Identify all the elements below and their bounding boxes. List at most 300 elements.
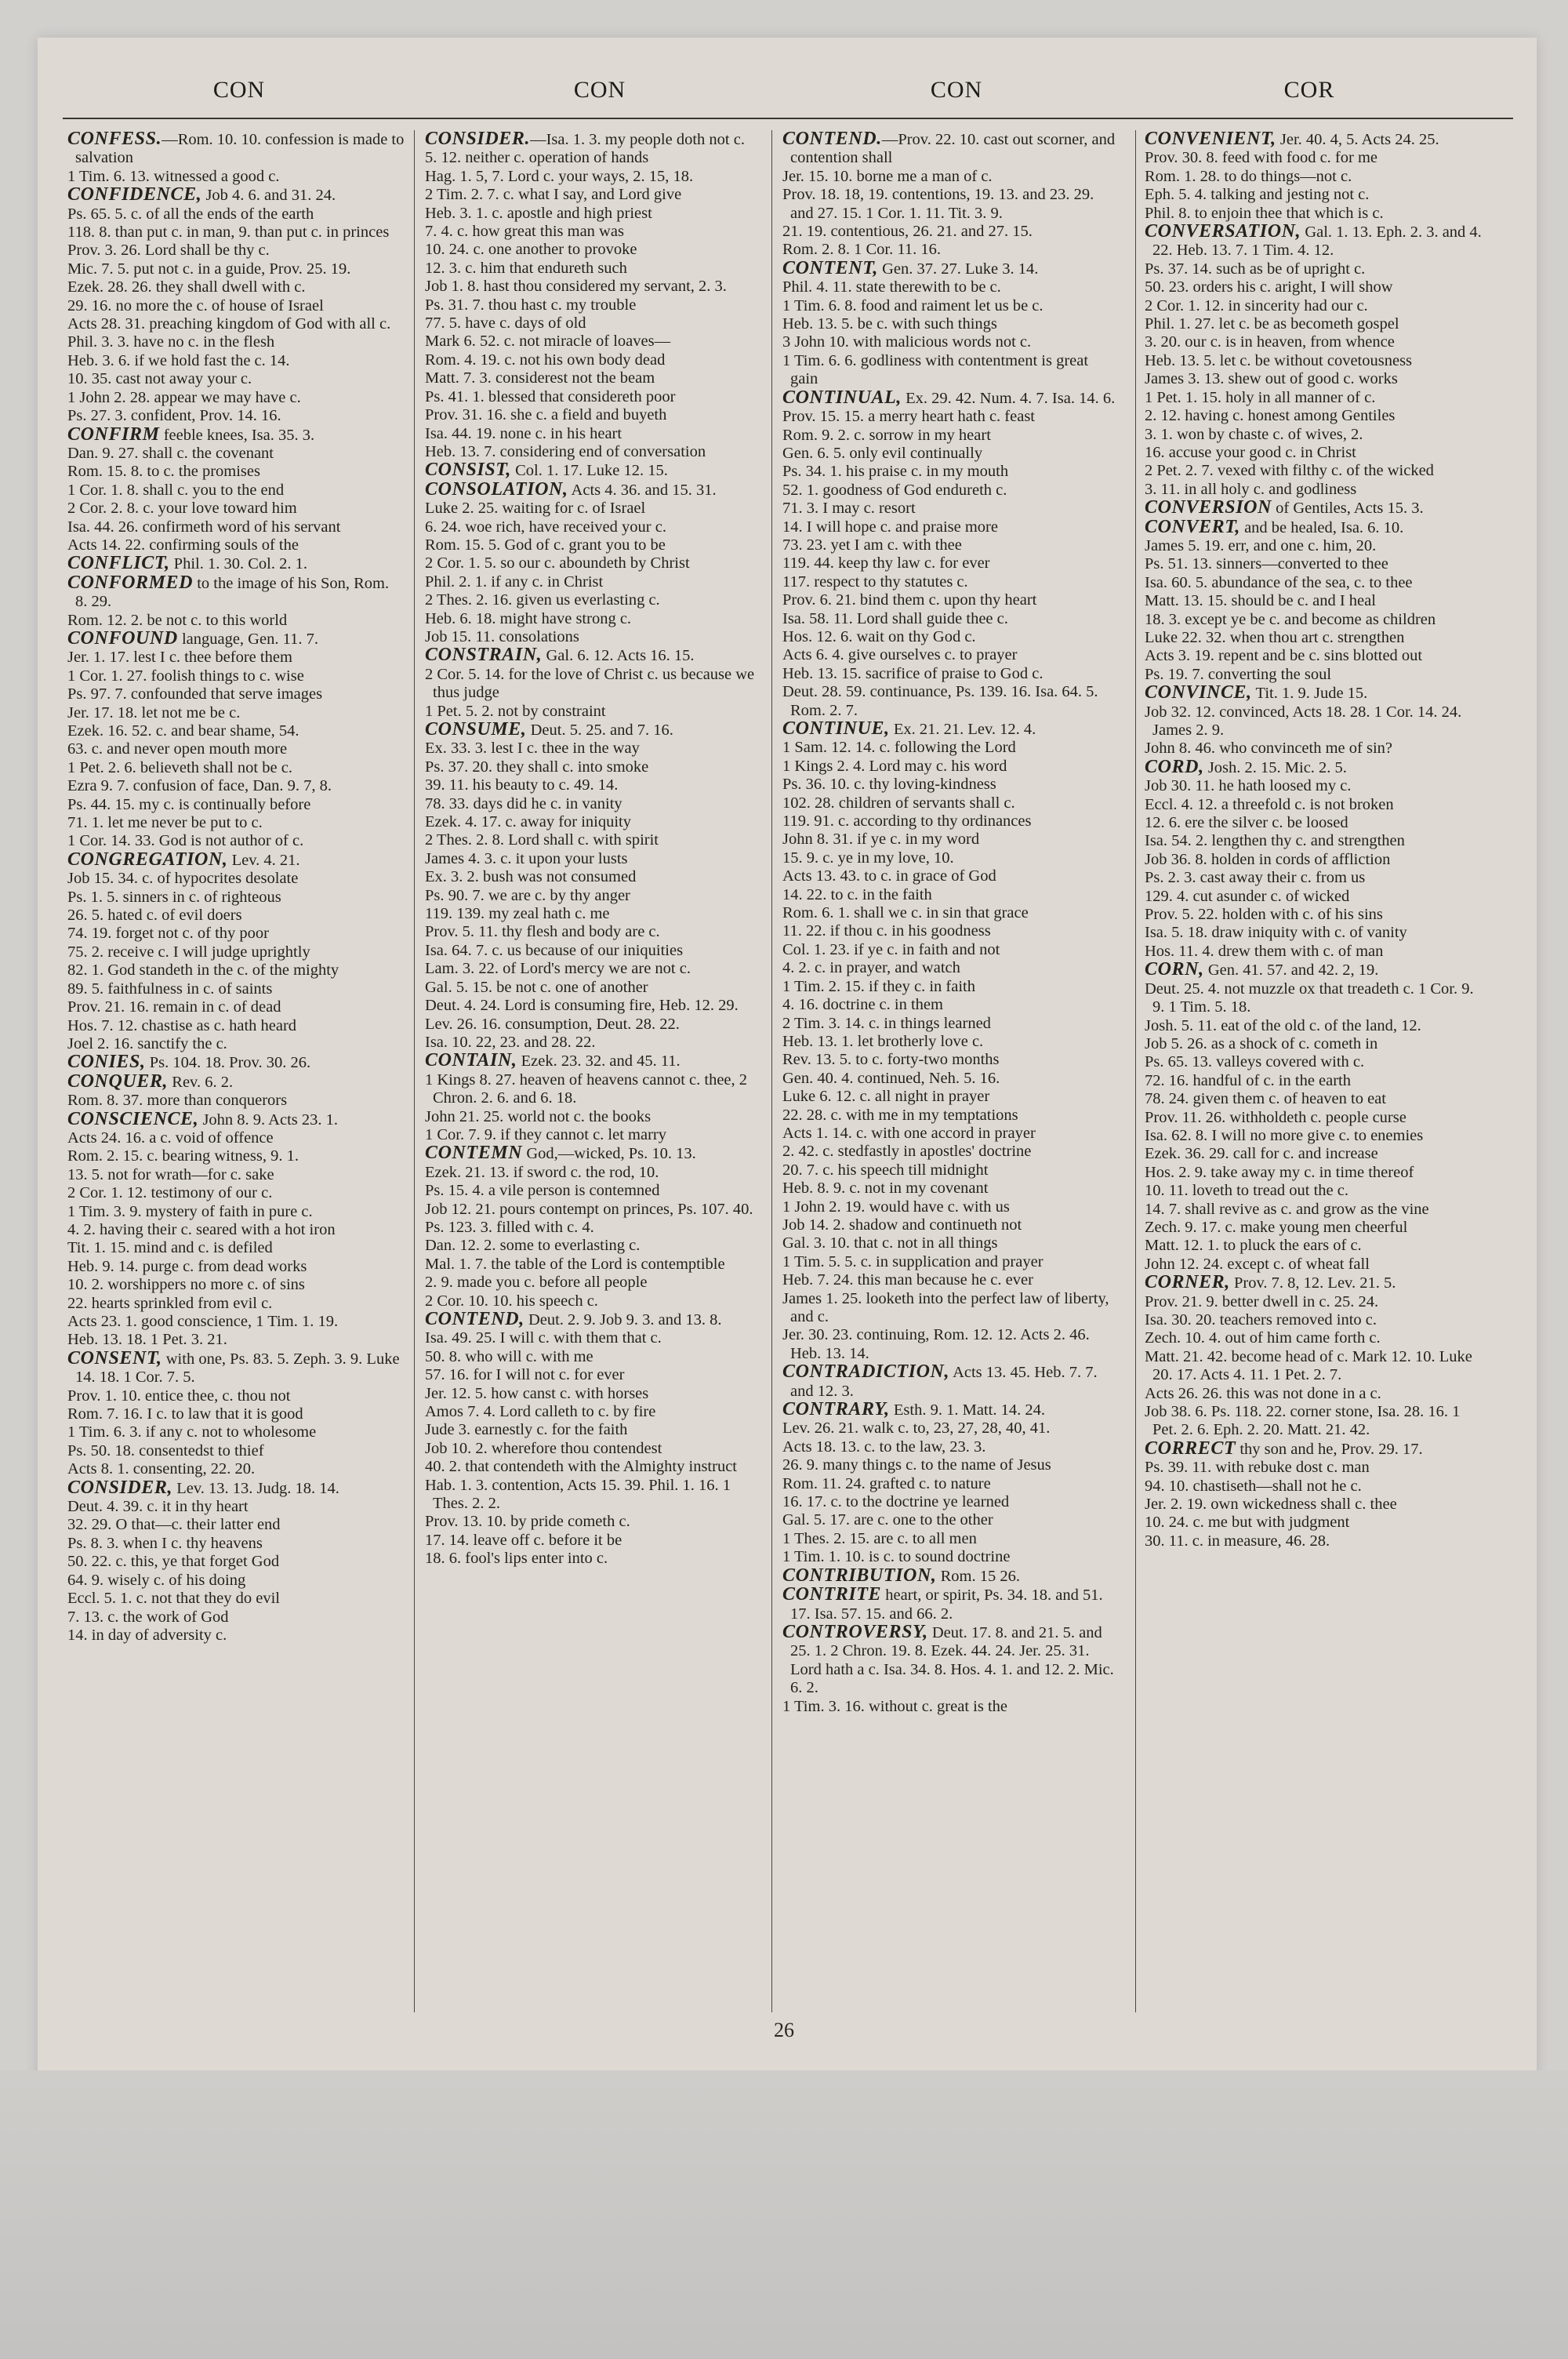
concordance-entry bbox=[425, 241, 762, 259]
concordance-entry bbox=[1145, 444, 1482, 462]
headword-entry bbox=[67, 627, 405, 649]
concordance-entry bbox=[425, 369, 762, 387]
headword: CONSIDER, bbox=[67, 1477, 173, 1498]
entry-text: Isa. 44. 19. none c. in his heart bbox=[425, 424, 622, 442]
column-4 bbox=[1145, 130, 1482, 2020]
entry-text: Heb. 6. 18. might have strong c. bbox=[425, 609, 632, 627]
entry-text: Acts 6. 4. give ourselves c. to prayer bbox=[782, 646, 1018, 664]
entry-text: Esth. 9. 1. Matt. 14. 24. bbox=[889, 1401, 1045, 1419]
concordance-entry bbox=[425, 1403, 762, 1421]
headword: CONTENT, bbox=[782, 257, 878, 278]
concordance-entry bbox=[425, 887, 762, 905]
entry-text: Mal. 1. 7. the table of the Lord is contemptible bbox=[425, 1255, 725, 1273]
entry-text: Matt. 7. 3. considerest not the beam bbox=[425, 369, 655, 387]
concordance-entry bbox=[425, 850, 762, 868]
headword: CORN, bbox=[1145, 959, 1204, 980]
concordance-entry bbox=[1145, 1329, 1482, 1347]
concordance-entry bbox=[67, 925, 405, 943]
entry-text: 3 John 10. with malicious words not c. bbox=[782, 333, 1032, 351]
entry-text: Ps. 123. 3. filled with c. 4. bbox=[425, 1218, 594, 1236]
concordance-entry bbox=[1145, 888, 1482, 906]
entry-text: 14. 7. shall revive as c. and grow as the vine bbox=[1145, 1200, 1429, 1218]
concordance-entry bbox=[782, 333, 1120, 351]
concordance-entry bbox=[67, 740, 405, 758]
concordance-entry bbox=[1145, 796, 1482, 814]
concordance-entry bbox=[67, 667, 405, 685]
entry-text: Gal. 5. 15. be not c. one of another bbox=[425, 978, 648, 996]
entry-text: Acts 24. 16. a c. void of offence bbox=[67, 1129, 274, 1147]
concordance-entry bbox=[67, 1221, 405, 1239]
entry-text: Isa. 30. 20. teachers removed into c. bbox=[1145, 1311, 1377, 1329]
concordance-entry bbox=[67, 961, 405, 980]
column-divider bbox=[1135, 130, 1136, 2012]
concordance-entry bbox=[425, 1201, 762, 1219]
concordance-entry bbox=[425, 795, 762, 813]
headword-entry bbox=[782, 1363, 1120, 1401]
concordance-entry bbox=[425, 260, 762, 278]
entry-text: Ezek. 4. 17. c. away for iniquity bbox=[425, 813, 632, 831]
entry-text: feeble knees, Isa. 35. 3. bbox=[159, 426, 315, 444]
entry-text: 1 Pet. 5. 2. not by constraint bbox=[425, 702, 606, 720]
concordance-entry bbox=[782, 996, 1120, 1014]
concordance-entry bbox=[782, 278, 1120, 296]
entry-text: Dan. 12. 2. some to everlasting c. bbox=[425, 1237, 641, 1255]
concordance-entry bbox=[782, 1548, 1120, 1566]
concordance-entry bbox=[1145, 1090, 1482, 1108]
concordance-entry bbox=[782, 1033, 1120, 1051]
entry-text: 4. 2. c. in prayer, and watch bbox=[782, 959, 960, 977]
entry-text: Job 12. 21. pours contempt on princes, Ps. 107. 40. bbox=[425, 1200, 753, 1218]
concordance-entry bbox=[1145, 1164, 1482, 1182]
concordance-entry bbox=[1145, 1145, 1482, 1163]
headword: CONSENT, bbox=[67, 1347, 162, 1369]
entry-text: 1 Cor. 1. 8. shall c. you to the end bbox=[67, 481, 285, 499]
concordance-entry bbox=[425, 1071, 762, 1108]
headword-entry bbox=[782, 389, 1120, 408]
concordance-entry bbox=[1145, 1072, 1482, 1090]
entry-text: 6. 24. woe rich, have received your c. bbox=[425, 518, 666, 536]
headword: CONVINCE, bbox=[1145, 682, 1252, 703]
entry-text: 21. 19. contentious, 26. 21. and 27. 15. bbox=[782, 223, 1033, 241]
concordance-entry bbox=[425, 831, 762, 849]
headword: CONSUME, bbox=[425, 719, 527, 740]
entry-text: Rom. 15. 5. God of c. grant you to be bbox=[425, 536, 666, 554]
concordance-entry bbox=[782, 1438, 1120, 1456]
entry-text: Ps. 1. 5. sinners in c. of righteous bbox=[67, 888, 281, 906]
concordance-entry bbox=[425, 979, 762, 997]
entry-text: 1 John 2. 19. would have c. with us bbox=[782, 1198, 1010, 1216]
entry-text: 63. c. and never open mouth more bbox=[67, 740, 288, 758]
entry-text: Mark 6. 52. c. not miracle of loaves— bbox=[425, 333, 671, 351]
concordance-entry bbox=[1145, 647, 1482, 665]
entry-text: 3. 20. our c. is in heaven, from whence bbox=[1145, 333, 1395, 351]
concordance-entry bbox=[782, 1088, 1120, 1106]
entry-text: Rom. 6. 1. shall we c. in sin that grace bbox=[782, 904, 1029, 922]
entry-text: Deut. 25. 4. not muzzle ox that treadeth c. 1 Cor. 9. 9. 1 Tim. 5. 18. bbox=[1145, 980, 1474, 1016]
concordance-entry bbox=[425, 149, 762, 167]
entry-text: Rom. 11. 24. grafted c. to nature bbox=[782, 1474, 991, 1492]
concordance-entry bbox=[1145, 1459, 1482, 1477]
entry-text: 3. 11. in all holy c. and godliness bbox=[1145, 480, 1357, 498]
concordance-entry bbox=[782, 554, 1120, 572]
concordance-entry bbox=[782, 1456, 1120, 1474]
entry-text: Isa. 60. 5. abundance of the sea, c. to thee bbox=[1145, 573, 1413, 591]
headword: CONTINUE, bbox=[782, 718, 890, 739]
concordance-entry bbox=[782, 904, 1120, 922]
concordance-entry bbox=[425, 314, 762, 333]
concordance-entry bbox=[425, 1550, 762, 1568]
entry-text: Josh. 5. 11. eat of the old c. of the land, 12. bbox=[1145, 1016, 1421, 1034]
concordance-entry bbox=[67, 685, 405, 703]
concordance-entry bbox=[782, 315, 1120, 333]
concordance-entry bbox=[67, 1092, 405, 1110]
concordance-entry bbox=[425, 1513, 762, 1531]
headword: CONFIDENCE, bbox=[67, 184, 202, 205]
concordance-entry bbox=[425, 1219, 762, 1237]
concordance-entry bbox=[67, 482, 405, 500]
concordance-entry bbox=[67, 445, 405, 463]
entry-text: 16. accuse your good c. in Christ bbox=[1145, 443, 1356, 461]
entry-text: Prov. 7. 8, 12. Lev. 21. 5. bbox=[1229, 1274, 1396, 1292]
concordance-entry bbox=[67, 870, 405, 888]
concordance-entry bbox=[67, 536, 405, 554]
entry-text: Isa. 10. 22, 23. and 28. 22. bbox=[425, 1033, 596, 1051]
concordance-entry bbox=[782, 223, 1120, 241]
entry-text: 18. 6. fool's lips enter into c. bbox=[425, 1550, 608, 1568]
entry-text: Job 1. 8. hast thou considered my servant, 2. 3. bbox=[425, 278, 727, 296]
headword: CONGREGATION, bbox=[67, 849, 228, 870]
concordance-entry bbox=[1145, 924, 1482, 942]
entry-text: Ps. 90. 7. we are c. by thy anger bbox=[425, 886, 630, 904]
concordance-entry bbox=[782, 1511, 1120, 1529]
entry-text: Ps. 51. 13. sinners—converted to thee bbox=[1145, 555, 1388, 573]
entry-text: 2 Cor. 2. 8. c. your love toward him bbox=[67, 500, 297, 518]
concordance-entry bbox=[1145, 943, 1482, 961]
concordance-entry bbox=[782, 683, 1120, 720]
entry-text: 102. 28. children of servants shall c. bbox=[782, 794, 1015, 812]
concordance-entry bbox=[67, 1553, 405, 1571]
entry-text: 57. 16. for I will not c. for ever bbox=[425, 1366, 625, 1384]
entry-text: 12. 3. c. him that endureth such bbox=[425, 259, 627, 277]
concordance-entry bbox=[1145, 370, 1482, 388]
entry-text: 50. 23. orders his c. aright, I will show bbox=[1145, 278, 1393, 296]
headword: CONTEND, bbox=[425, 1309, 524, 1329]
concordance-entry bbox=[425, 610, 762, 628]
entry-text: 32. 29. O that—c. their latter end bbox=[67, 1516, 281, 1534]
entry-text: Luke 22. 32. when thou art c. strengthen bbox=[1145, 628, 1405, 646]
concordance-entry bbox=[1145, 426, 1482, 444]
entry-text: —Prov. 22. 10. cast out scorner, and contention shall bbox=[790, 131, 1116, 167]
entry-text: Heb. 13. 5. let c. be without covetousness bbox=[1145, 351, 1413, 369]
entry-text: Zech. 10. 4. out of him came forth c. bbox=[1145, 1329, 1381, 1347]
entry-text: James 1. 25. looketh into the perfect law of liberty, and c. bbox=[782, 1289, 1109, 1325]
concordance-entry bbox=[67, 1535, 405, 1553]
entry-text: Isa. 49. 25. I will c. with them that c. bbox=[425, 1329, 662, 1347]
concordance-entry bbox=[425, 168, 762, 186]
concordance-entry bbox=[1145, 407, 1482, 425]
entry-text: Ezek. 28. 26. they shall dwell with c. bbox=[67, 278, 306, 296]
entry-text: Ps. 31. 7. thou hast c. my trouble bbox=[425, 296, 637, 314]
headword: CONIES, bbox=[67, 1052, 146, 1073]
headword-entry bbox=[1145, 684, 1482, 703]
entry-text: Ps. 65. 5. c. of all the ends of the earth bbox=[67, 205, 314, 223]
concordance-entry bbox=[782, 408, 1120, 426]
entry-text: Ps. 19. 7. converting the soul bbox=[1145, 665, 1332, 683]
entry-text: heart, or spirit, Ps. 34. 18. and 51. 17. Isa. 57. 15. and 66. 2. bbox=[790, 1587, 1103, 1623]
concordance-entry bbox=[67, 1590, 405, 1608]
concordance-entry bbox=[425, 1292, 762, 1310]
entry-text: Ezek. 16. 52. c. and bear shame, 54. bbox=[67, 722, 299, 740]
concordance-entry bbox=[1145, 1109, 1482, 1127]
entry-text: Jer. 12. 5. how canst c. with horses bbox=[425, 1384, 649, 1402]
entry-text: 129. 4. cut asunder c. of wicked bbox=[1145, 887, 1350, 905]
entry-text: thy son and he, Prov. 29. 17. bbox=[1236, 1440, 1423, 1458]
entry-text: language, Gen. 11. 7. bbox=[177, 630, 318, 648]
entry-text: Jude 3. earnestly c. for the faith bbox=[425, 1421, 628, 1439]
entry-text: Acts 28. 31. preaching kingdom of God with all c. bbox=[67, 315, 391, 333]
concordance-entry bbox=[425, 740, 762, 758]
concordance-entry bbox=[1145, 315, 1482, 333]
entry-text: Hos. 12. 6. wait on thy God c. bbox=[782, 627, 976, 645]
entry-text: Prov. 30. 8. feed with food c. for me bbox=[1145, 149, 1377, 167]
entry-text: 1 Cor. 14. 33. God is not author of c. bbox=[67, 832, 304, 850]
concordance-entry bbox=[1145, 832, 1482, 850]
entry-text: 78. 33. days did he c. in vanity bbox=[425, 794, 622, 812]
entry-text: Prov. 1. 10. entice thee, c. thou not bbox=[67, 1387, 291, 1405]
concordance-entry bbox=[425, 518, 762, 536]
headword-entry bbox=[67, 574, 405, 612]
entry-text: 73. 23. yet I am c. with thee bbox=[782, 536, 962, 554]
running-head-col1: CON bbox=[212, 77, 266, 103]
concordance-entry bbox=[782, 849, 1120, 867]
entry-text: 4. 2. having their c. seared with a hot iron bbox=[67, 1220, 336, 1238]
headword-entry bbox=[1145, 1274, 1482, 1292]
concordance-entry bbox=[1145, 1035, 1482, 1053]
concordance-entry bbox=[1145, 906, 1482, 924]
entry-text: Eccl. 4. 12. a threefold c. is not broken bbox=[1145, 795, 1394, 813]
concordance-entry bbox=[782, 1070, 1120, 1088]
concordance-entry bbox=[782, 941, 1120, 959]
entry-text: 1 Kings 8. 27. heaven of heavens cannot c. thee, 2 Chron. 2. 6. and 6. 18. bbox=[425, 1070, 748, 1107]
entry-text: Ezek. 21. 13. if sword c. the rod, 10. bbox=[425, 1163, 659, 1181]
entry-text: 17. 14. leave off c. before it be bbox=[425, 1531, 622, 1549]
entry-text: John 21. 25. world not c. the books bbox=[425, 1107, 652, 1125]
headword: CONFORMED bbox=[67, 572, 194, 593]
entry-text: Gen. 37. 27. Luke 3. 14. bbox=[877, 260, 1039, 278]
entry-text: Lev. 13. 13. Judg. 18. 14. bbox=[172, 1479, 339, 1497]
headword: CONTROVERSY, bbox=[782, 1621, 928, 1642]
entry-text: Prov. 31. 16. she c. a field and buyeth bbox=[425, 406, 667, 424]
entry-text: Deut. 4. 39. c. it in thy heart bbox=[67, 1498, 249, 1516]
entry-text: John 8. 46. who convinceth me of sin? bbox=[1145, 740, 1392, 758]
entry-text: 1 Tim. 6. 3. if any c. not to wholesome bbox=[67, 1423, 317, 1441]
headword-entry bbox=[425, 1052, 762, 1070]
concordance-entry bbox=[1145, 611, 1482, 629]
concordance-entry bbox=[67, 1423, 405, 1441]
headword: CONQUER, bbox=[67, 1070, 169, 1092]
concordance-entry bbox=[67, 1147, 405, 1165]
entry-text: Phil. 8. to enjoin thee that which is c. bbox=[1145, 204, 1384, 222]
concordance-entry bbox=[67, 1608, 405, 1627]
concordance-entry bbox=[67, 1572, 405, 1590]
headword: CONTEND. bbox=[782, 130, 882, 149]
entry-text: 50. 8. who will c. with me bbox=[425, 1347, 593, 1365]
entry-text: 82. 1. God standeth in the c. of the mighty bbox=[67, 961, 339, 980]
headword-entry bbox=[1145, 518, 1482, 537]
headword: CONSIST, bbox=[425, 460, 511, 481]
concordance-entry bbox=[1145, 574, 1482, 592]
concordance-entry bbox=[1145, 592, 1482, 610]
entry-text: Job 32. 12. convinced, Acts 18. 28. 1 Cor. 14. 24. James 2. 9. bbox=[1145, 703, 1462, 739]
entry-text: Heb. 8. 9. c. not in my covenant bbox=[782, 1180, 989, 1198]
headword-entry bbox=[1145, 223, 1482, 260]
entry-text: 1 Tim. 3. 16. without c. great is the bbox=[782, 1697, 1007, 1715]
concordance-entry bbox=[782, 1015, 1120, 1033]
entry-text: Prov. 21. 9. better dwell in c. 25. 24. bbox=[1145, 1292, 1379, 1310]
entry-text: Acts 3. 19. repent and be c. sins blotted out bbox=[1145, 647, 1423, 665]
headword: CONFOUND bbox=[67, 627, 178, 649]
concordance-entry bbox=[425, 1385, 762, 1403]
entry-text: Luke 6. 12. c. all night in prayer bbox=[782, 1088, 990, 1106]
headword-entry bbox=[1145, 499, 1482, 518]
headword-entry bbox=[1145, 758, 1482, 777]
entry-text: Ex. 3. 2. bush was not consumed bbox=[425, 868, 637, 886]
entry-text: Isa. 5. 18. draw iniquity with c. of vanity bbox=[1145, 924, 1407, 942]
entry-text: Ps. 2. 3. cast away their c. from us bbox=[1145, 869, 1366, 887]
concordance-entry bbox=[67, 1498, 405, 1516]
concordance-entry bbox=[782, 536, 1120, 554]
entry-text: Acts 23. 1. good conscience, 1 Tim. 1. 19. bbox=[67, 1313, 339, 1330]
concordance-entry bbox=[425, 1256, 762, 1274]
entry-text: Ps. 50. 18. consentedst to thief bbox=[67, 1441, 264, 1459]
concordance-entry bbox=[67, 407, 405, 425]
concordance-entry bbox=[67, 1331, 405, 1349]
concordance-entry bbox=[782, 352, 1120, 389]
entry-text: 89. 5. faithfulness in c. of saints bbox=[67, 980, 273, 998]
concordance-entry bbox=[782, 776, 1120, 794]
entry-text: 14. 22. to c. in the faith bbox=[782, 885, 932, 903]
concordance-entry bbox=[782, 758, 1120, 776]
concordance-entry bbox=[1145, 481, 1482, 499]
concordance-entry bbox=[782, 518, 1120, 536]
entry-text: Jer. 2. 19. own wickedness shall c. thee bbox=[1145, 1496, 1397, 1514]
headword-entry bbox=[782, 257, 1120, 278]
entry-text: 12. 6. ere the silver c. be loosed bbox=[1145, 814, 1348, 832]
entry-text: Rev. 6. 2. bbox=[168, 1073, 234, 1091]
entry-text: 71. 3. I may c. resort bbox=[782, 500, 916, 518]
headword: CONTAIN, bbox=[425, 1050, 517, 1071]
concordance-entry bbox=[425, 868, 762, 886]
entry-text: 119. 139. my zeal hath c. me bbox=[425, 905, 610, 923]
concordance-entry bbox=[67, 333, 405, 351]
entry-text: 40. 2. that contendeth with the Almighty instruct bbox=[425, 1458, 737, 1476]
concordance-entry bbox=[782, 1698, 1120, 1716]
concordance-entry bbox=[67, 649, 405, 667]
concordance-entry bbox=[425, 997, 762, 1015]
entry-text: 7. 13. c. the work of God bbox=[67, 1608, 229, 1626]
entry-text: 1 Tim. 6. 8. food and raiment let us be c. bbox=[782, 296, 1044, 314]
concordance-entry bbox=[1145, 629, 1482, 647]
concordance-entry bbox=[67, 1239, 405, 1257]
entry-text: Lev. 4. 21. bbox=[227, 851, 300, 869]
entry-text: Eph. 5. 4. talking and jesting not c. bbox=[1145, 186, 1370, 204]
entry-text: Ezek. 36. 29. call for c. and increase bbox=[1145, 1145, 1378, 1163]
headword: CONVERSION bbox=[1145, 497, 1272, 518]
entry-text: Prov. 3. 26. Lord shall be thy c. bbox=[67, 242, 270, 260]
entry-text: Hos. 7. 12. chastise as c. hath heard bbox=[67, 1016, 297, 1034]
entry-text: 1 Thes. 2. 15. are c. to all men bbox=[782, 1529, 977, 1547]
entry-text: James 3. 13. shew out of good c. works bbox=[1145, 370, 1398, 388]
entry-text: Gal. 5. 17. are c. one to the other bbox=[782, 1511, 993, 1529]
running-head-col4: COR bbox=[1283, 77, 1335, 103]
concordance-entry bbox=[782, 1051, 1120, 1069]
entry-text: Joel 2. 16. sanctify the c. bbox=[67, 1034, 227, 1052]
entry-text: Ps. 34. 1. his praise c. in my mouth bbox=[782, 463, 1009, 481]
concordance-entry bbox=[1145, 1219, 1482, 1237]
headword-entry bbox=[67, 1110, 405, 1129]
headword-entry bbox=[782, 1623, 1120, 1698]
entry-text: Rom. 2. 15. c. bearing witness, 9. 1. bbox=[67, 1147, 299, 1165]
concordance-entry bbox=[782, 1253, 1120, 1271]
entry-text: 10. 24. c. one another to provoke bbox=[425, 241, 637, 259]
concordance-entry bbox=[425, 1237, 762, 1255]
headword: CONTRITE bbox=[782, 1584, 882, 1605]
entry-text: 15. 9. c. ye in my love, 10. bbox=[782, 849, 954, 867]
concordance-entry bbox=[1145, 205, 1482, 223]
concordance-entry bbox=[67, 1627, 405, 1645]
page-number: 26 bbox=[774, 2019, 794, 2041]
entry-text: Isa. 54. 2. lengthen thy c. and strengthen bbox=[1145, 832, 1405, 850]
concordance-entry bbox=[1145, 260, 1482, 278]
entry-text: 2 Thes. 2. 16. given us everlasting c. bbox=[425, 591, 660, 609]
entry-text: Rev. 13. 5. to c. forty-two months bbox=[782, 1051, 1000, 1069]
concordance-entry bbox=[425, 205, 762, 223]
entry-text: Ps. 37. 20. they shall c. into smoke bbox=[425, 758, 649, 776]
entry-text: 1 Tim. 1. 10. is c. to sound doctrine bbox=[782, 1548, 1011, 1566]
concordance-entry bbox=[782, 573, 1120, 591]
concordance-entry bbox=[425, 388, 762, 406]
entry-text: 2 Pet. 2. 7. vexed with filthy c. of the wicked bbox=[1145, 462, 1434, 480]
concordance-entry bbox=[425, 1458, 762, 1476]
entry-text: 1 Pet. 2. 6. believeth shall not be c. bbox=[67, 758, 292, 776]
entry-text: Heb. 13. 7. considering end of conversation bbox=[425, 442, 706, 460]
entry-text: Job 15. 11. consolations bbox=[425, 627, 579, 645]
entry-text: Ps. 44. 15. my c. is continually before bbox=[67, 795, 311, 813]
concordance-entry bbox=[1145, 869, 1482, 887]
concordance-entry bbox=[1145, 1496, 1482, 1514]
entry-text: 2. 12. having c. honest among Gentiles bbox=[1145, 407, 1396, 425]
entry-text: 1 Pet. 1. 15. holy in all manner of c. bbox=[1145, 388, 1376, 406]
concordance-entry bbox=[1145, 297, 1482, 315]
concordance-entry bbox=[425, 1182, 762, 1200]
concordance-entry bbox=[67, 1387, 405, 1405]
concordance-entry bbox=[67, 998, 405, 1016]
entry-text: Job 38. 6. Ps. 118. 22. corner stone, Isa. 28. 16. 1 Pet. 2. 6. Eph. 2. 20. Matt. 21. 42. bbox=[1145, 1403, 1461, 1439]
entry-text: Acts 4. 36. and 15. 31. bbox=[568, 481, 717, 499]
concordance-entry bbox=[1145, 1127, 1482, 1145]
concordance-entry bbox=[425, 1016, 762, 1034]
entry-text: Heb. 13. 1. let brotherly love c. bbox=[782, 1032, 984, 1050]
concordance-entry bbox=[1145, 1478, 1482, 1496]
concordance-entry bbox=[1145, 814, 1482, 832]
entry-text: Prov. 11. 26. withholdeth c. people curse bbox=[1145, 1108, 1406, 1126]
entry-text: Gal. 3. 10. that c. not in all things bbox=[782, 1234, 998, 1252]
entry-text: 14. I will hope c. and praise more bbox=[782, 518, 998, 536]
concordance-entry bbox=[782, 812, 1120, 831]
concordance-entry bbox=[67, 889, 405, 907]
entry-text: 2 Cor. 1. 12. testimony of our c. bbox=[67, 1184, 273, 1202]
headword-entry bbox=[67, 1347, 405, 1387]
